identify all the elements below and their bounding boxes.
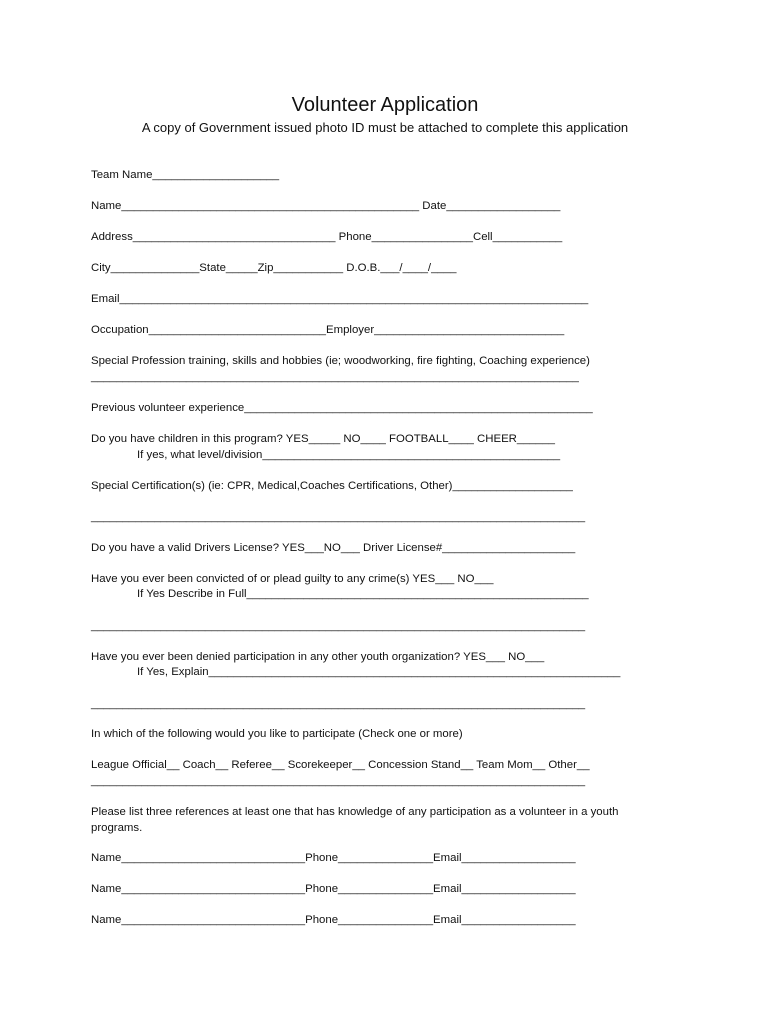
address-phone-cell-field: Address________________________________ Phone________________Cell___________ [91, 231, 563, 243]
special-profession-line: _____________________________________________________________________________ [91, 371, 579, 383]
references-intro: Please list three references at least one that has knowledge of any participation as a volunteer in a youth [91, 806, 619, 818]
certifications-line: ______________________________________________________________________________ [91, 511, 586, 523]
participate-question: In which of the following would you like to participate (Check one or more) [91, 728, 463, 740]
certifications-field: Special Certification(s) (ie: CPR, Medical,Coaches Certifications, Other)___________________ [91, 480, 573, 492]
name-date-field: Name_______________________________________________ Date__________________ [91, 200, 561, 212]
reference-row: Name_____________________________Phone_______________Email__________________ [91, 883, 576, 895]
previous-experience-field: Previous volunteer experience_______________________________________________________ [91, 402, 593, 414]
email-field: Email__________________________________________________________________________ [91, 293, 589, 305]
reference-row: Name_____________________________Phone_______________Email__________________ [91, 852, 576, 864]
denied-line: ______________________________________________________________________________ [91, 698, 586, 710]
participate-options: League Official__ Coach__ Referee__ Scorekeeper__ Concession Stand__ Team Mom__ Other__ [91, 759, 590, 771]
participate-line: ______________________________________________________________________________ [91, 775, 586, 787]
children-level-field: If yes, what level/division_______________________________________________ [137, 449, 561, 461]
team-name-field: Team Name____________________ [91, 169, 280, 181]
page-subtitle: A copy of Government issued photo ID must be attached to complete this application [141, 120, 629, 135]
convicted-question: Have you ever been convicted of or plead guilty to any crime(s) YES___ NO___ [91, 573, 494, 585]
special-profession-question: Special Profession training, skills and hobbies (ie; woodworking, fire fighting, Coaching experience) [91, 355, 590, 367]
denied-explain-field: If Yes, Explain_________________________________________________________________ [137, 666, 621, 678]
reference-row: Name_____________________________Phone_______________Email__________________ [91, 914, 576, 926]
drivers-license-field: Do you have a valid Drivers License? YES___NO___ Driver License#_____________________ [91, 542, 576, 554]
children-question: Do you have children in this program? YES_____ NO____ FOOTBALL____ CHEER______ [91, 433, 555, 445]
convicted-describe-field: If Yes Describe in Full______________________________________________________ [137, 588, 589, 600]
denied-question: Have you ever been denied participation in any other youth organization? YES___ NO___ [91, 651, 545, 663]
city-state-zip-dob-field: City______________State_____Zip___________ D.O.B.___/____/____ [91, 262, 457, 274]
convicted-line: ______________________________________________________________________________ [91, 620, 586, 632]
occupation-employer-field: Occupation____________________________Employer______________________________ [91, 324, 565, 336]
references-intro-continued: programs. [91, 822, 143, 834]
page-title: Volunteer Application [291, 94, 479, 116]
